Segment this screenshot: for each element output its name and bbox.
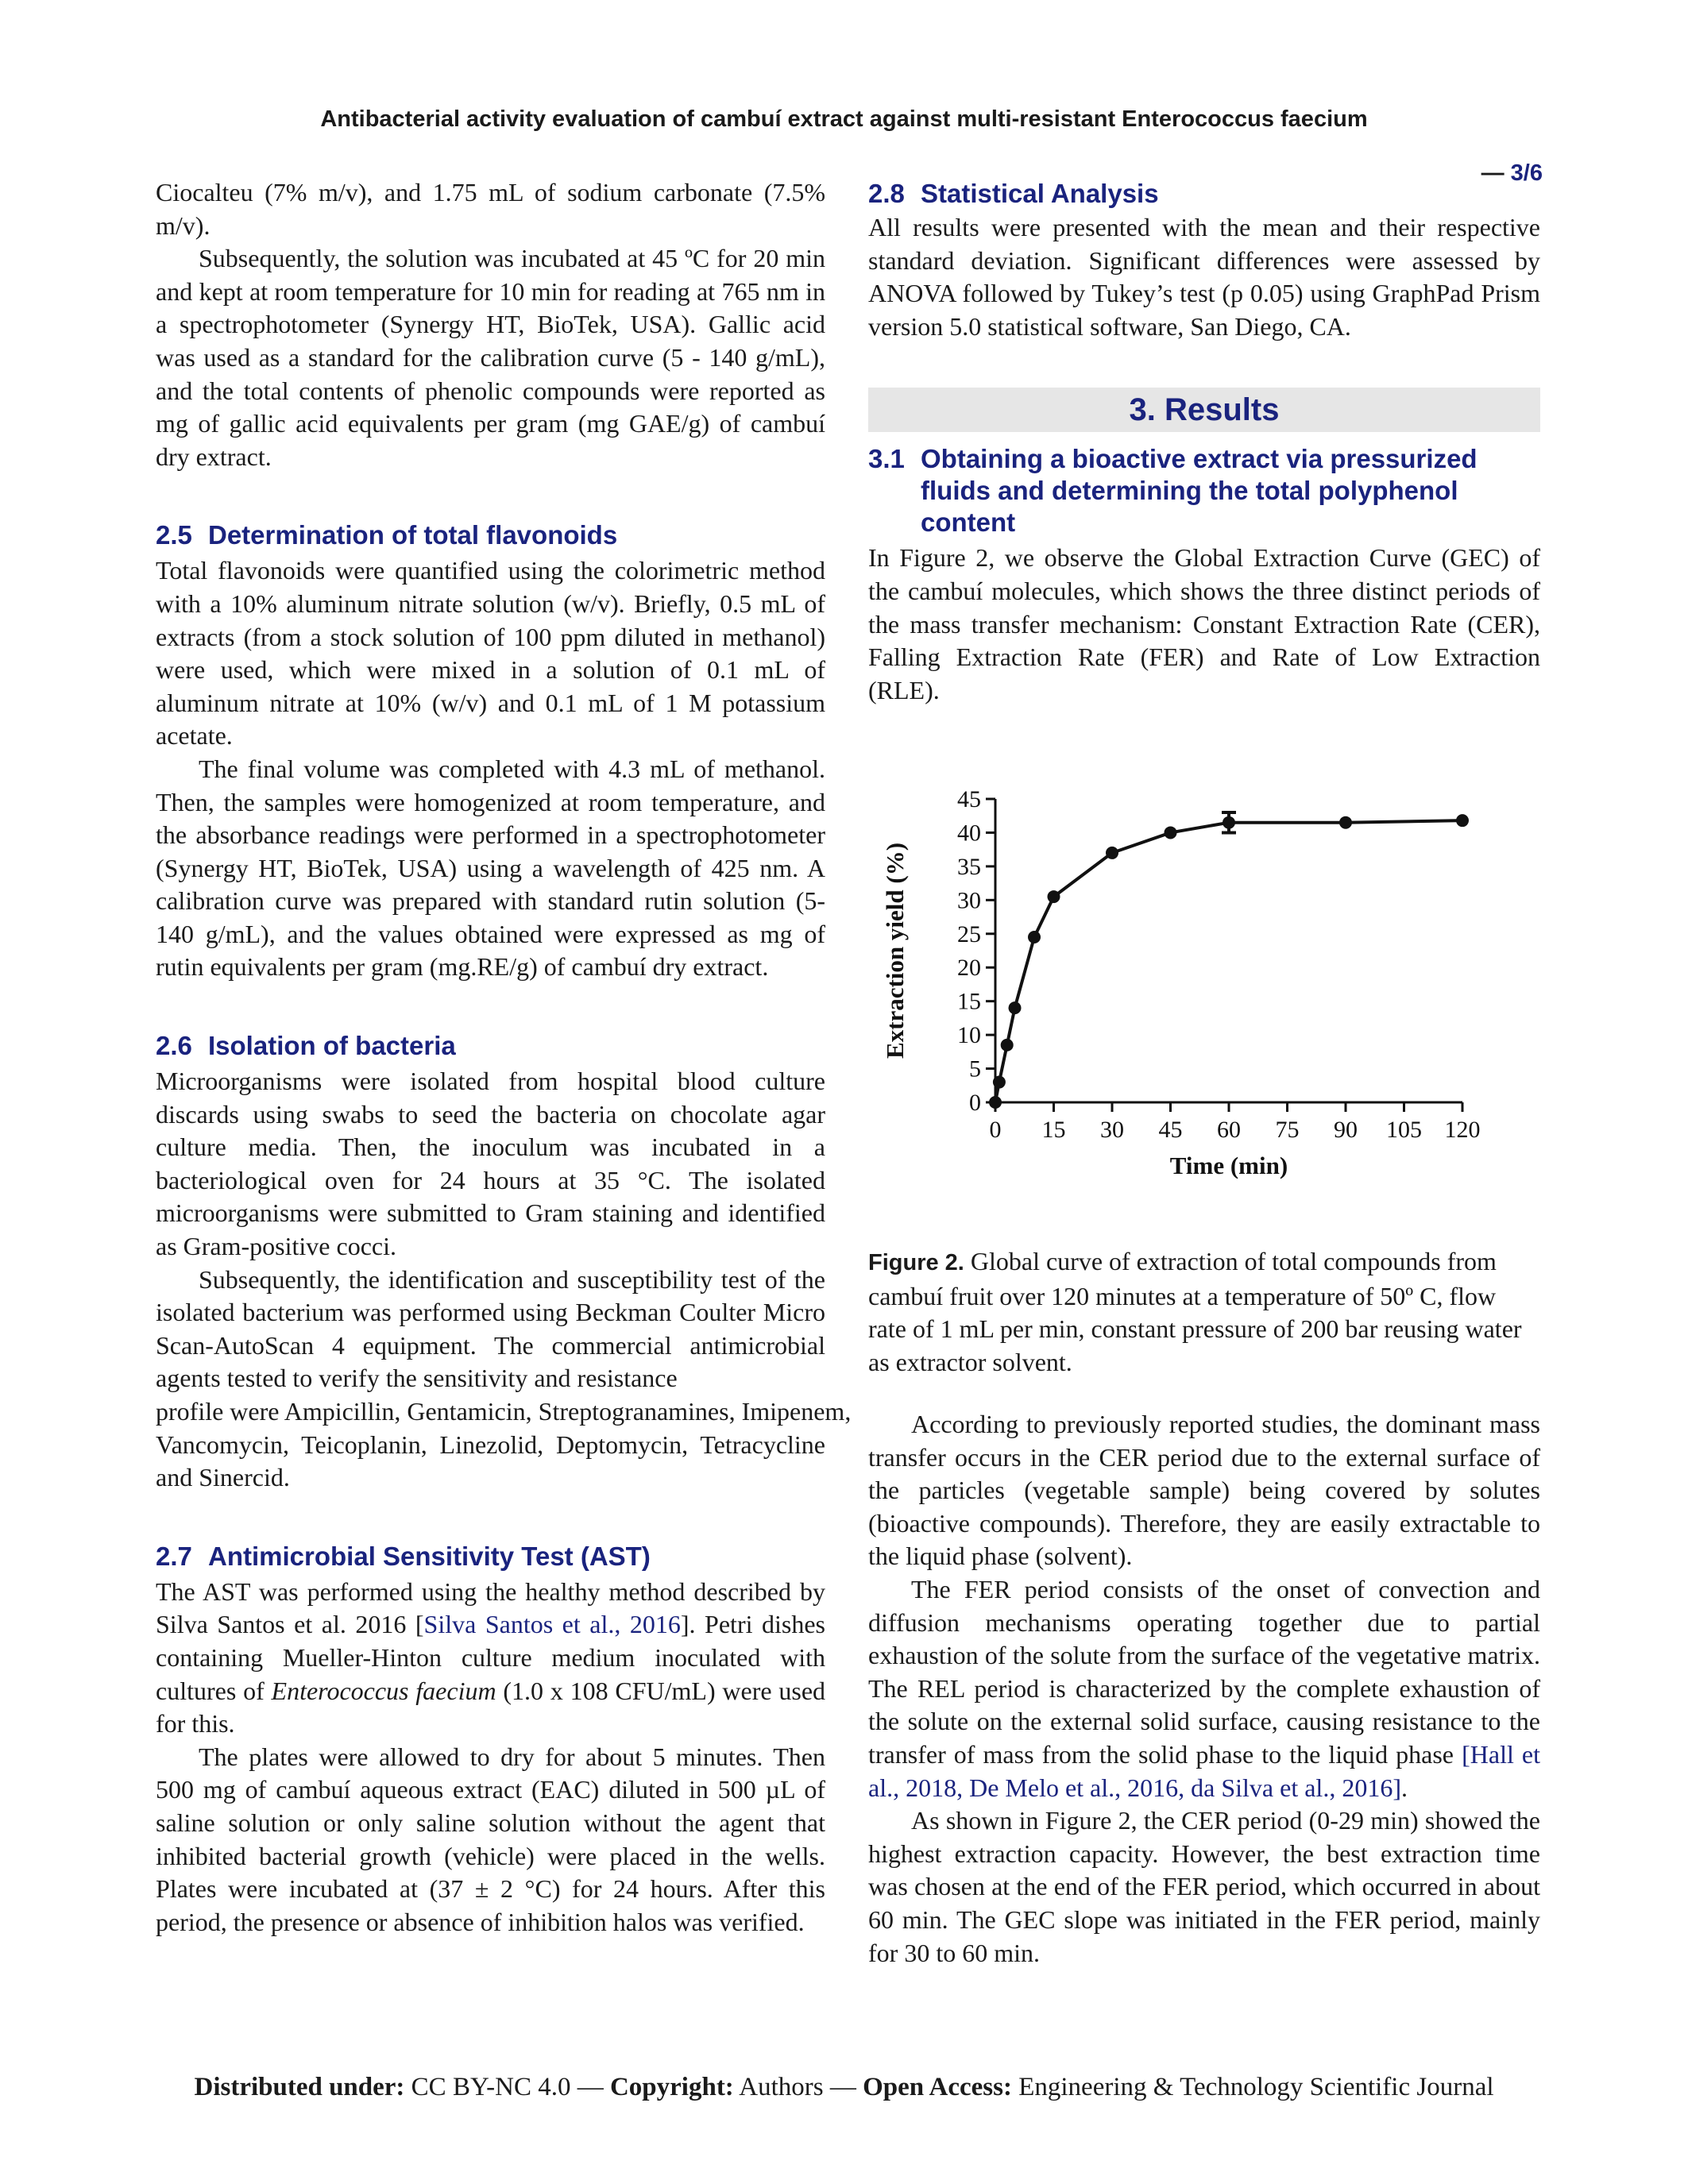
footer-dist-value: CC BY-NC 4.0 — <box>404 2073 610 2101</box>
results-section-title: 3. Results <box>868 388 1540 432</box>
figure-2 <box>868 761 1540 1229</box>
y-tick-label: 0 <box>969 1090 981 1116</box>
section-number: 3.1 <box>868 444 905 474</box>
extraction-chart <box>868 761 1540 1229</box>
y-tick-label: 35 <box>957 853 981 880</box>
x-tick-label: 0 <box>989 1117 1002 1143</box>
section-number: 2.6 <box>156 1031 192 1061</box>
section-number: 2.5 <box>156 520 192 550</box>
page-number-value: 3/6 <box>1510 160 1543 186</box>
text-run: The AST was performed using the healthy method described by Silva Santos et al. 2016 [ <box>156 1576 825 1639</box>
paragraph-dominant: According to previously reported studies, the dominant mass transfer occurs in the CER period due to the external surface of the particles (vegetable sample) being covered by solutes (bioactive compounds). Therefore, they are easily extractable to the liquid phase (solvent). <box>868 1410 1540 1571</box>
section-title: Statistical Analysis <box>921 179 1159 208</box>
text-run: ]. Petri dishes containing Mueller-Hinton culture medium inoculated with cultures of <box>156 1610 826 1705</box>
data-point <box>1106 847 1118 859</box>
paragraph-isolation-3: Vancomycin, Teicoplanin, Linezolid, Deptomycin, Tetracycline and Sinercid. <box>156 1430 825 1492</box>
x-tick-label: 75 <box>1275 1117 1300 1143</box>
right-column <box>868 176 1540 707</box>
data-point <box>1001 1039 1014 1051</box>
paragraph-flavonoids-1: Total flavonoids were quantified using the colorimetric method with a 10% aluminum nitrate solution (w/v). Briefly, 0.5 mL of extracts (from a stock solution of 100 ppm diluted in methanol) were used, which were mixed in a solution of 0.1 mL of aluminum nitrate at 10% (w/v) and 0.1 mL of 1 M potassium acetate. <box>156 556 825 751</box>
x-tick-label: 60 <box>1217 1117 1241 1143</box>
section-title: Isolation of bacteria <box>208 1031 456 1061</box>
section-heading-2-8 <box>868 178 1540 210</box>
y-tick-label: 15 <box>957 988 981 1015</box>
section-title: Antimicrobial Sensitivity Test (AST) <box>208 1541 651 1571</box>
y-tick-label: 40 <box>957 820 981 847</box>
section-heading-3-1 <box>868 443 1540 538</box>
x-tick-label: 105 <box>1386 1117 1422 1143</box>
figure-label: Figure 2. <box>868 1250 964 1275</box>
data-point <box>993 1076 1006 1089</box>
paragraph-incubation: Subsequently, the solution was incubated at 45 ºC for 20 min and kept at room temperature for 10 min for reading at 765 nm in a spectrophotometer (Synergy HT, BioTek, USA). Gallic acid was used as a standard for the calibration curve (5 - 140 g/mL), and the total contents of phenolic compounds were reported as mg of gallic acid equivalents per gram (mg GAE/g) of cambuí dry extract. <box>156 244 825 471</box>
y-tick-label: 10 <box>957 1022 981 1049</box>
data-point <box>1048 890 1060 903</box>
footer-copyright-label: Copyright: <box>609 2073 734 2101</box>
x-tick-label: 15 <box>1041 1117 1066 1143</box>
section-heading-2-7 <box>156 1541 825 1572</box>
paragraph-isolation-1: Microorganisms were isolated from hospital blood culture discards using swabs to seed the bacteria on chocolate agar culture media. Then, the inoculum was incubated in a bacteriological oven for 24 hours at 35 °C. The isolated microorganisms were submitted to Gram staining and identified as Gram-positive cocci. <box>156 1067 825 1261</box>
data-point <box>1165 826 1177 839</box>
footer-copyright-value: Authors — <box>733 2073 863 2101</box>
y-tick-label: 25 <box>957 920 981 947</box>
data-point <box>1009 1001 1022 1014</box>
footer-open-access-value: Engineering & Technology Scientific Journal <box>1011 2073 1494 2101</box>
running-title: Antibacterial activity evaluation of cambuí extract against multi-resistant Enterococcus faecium <box>320 106 1368 132</box>
paragraph-isolation-overflow-line: profile were Ampicillin, Gentamicin, Streptogranamines, Imipenem, <box>156 1397 852 1426</box>
figure-caption <box>868 1245 1540 1379</box>
caption-body: Global curve of extraction of total compounds from cambuí fruit over 120 minutes at a temperature of 50º C, flow rate of 1 mL per min, constant pressure of 200 bar reusing water as extractor solvent. <box>868 1247 1522 1376</box>
citation-link[interactable]: Silva Santos et al., 2016 <box>423 1610 681 1639</box>
section-number: 2.7 <box>156 1541 192 1571</box>
page-footer <box>0 2073 1688 2102</box>
data-point <box>1456 814 1469 827</box>
paragraph-gec-intro: In Figure 2, we observe the Global Extraction Curve (GEC) of the cambuí molecules, which shows the three distinct periods of the mass transfer mechanism: Constant Extraction Rate (CER), Falling Extraction Rate (FER) and Rate of Low Extraction (RLE). <box>868 543 1540 704</box>
footer-open-access-label: Open Access: <box>863 2073 1012 2101</box>
paragraph-isolation-2: Subsequently, the identification and susceptibility test of the isolated bacterium was performed using Beckman Coulter Micro Scan-AutoScan 4 equipment. The commercial antimicrobial agents tested to verify the sensitivity and resistance <box>156 1264 825 1393</box>
x-axis-label: Time (min) <box>1169 1152 1288 1179</box>
section-heading-2-5 <box>156 519 825 551</box>
species-name: Enterococcus faecium <box>271 1676 496 1705</box>
section-number: 2.8 <box>868 179 905 208</box>
paragraph-cer: As shown in Figure 2, the CER period (0-29 min) showed the highest extraction capacity. However, the best extraction time was chosen at the end of the FER period, which occurred in about 60 min. The GEC slope was initiated in the FER period, mainly for 30 to 60 min. <box>868 1806 1540 1967</box>
left-column <box>156 176 852 1939</box>
x-tick-label: 120 <box>1444 1117 1481 1143</box>
x-tick-label: 45 <box>1158 1117 1183 1143</box>
page-prefix: — <box>1481 160 1511 186</box>
paragraph-ast-2: The plates were allowed to dry for about 5 minutes. Then 500 mg of cambuí aqueous extract (EAC) diluted in 500 µL of saline solution or only saline solution without the agent that inhibited bacterial growth (vehicle) were placed in the wells. Plates were incubated at (37 ± 2 °C) for 24 hours. After this period, the presence or absence of inhibition halos was verified. <box>156 1742 825 1936</box>
y-tick-label: 30 <box>957 887 981 914</box>
y-axis-label: Extraction yield (%) <box>881 842 909 1059</box>
section-heading-2-6 <box>156 1030 825 1062</box>
y-tick-label: 45 <box>957 786 981 812</box>
footer-dist-label: Distributed under: <box>194 2073 405 2101</box>
text-run: (1.0 x 108 CFU/mL) were used for this. <box>156 1676 826 1738</box>
paragraph-ast-1 <box>156 1576 825 1741</box>
data-point <box>1223 816 1235 829</box>
data-point <box>1028 931 1041 943</box>
y-tick-label: 20 <box>957 955 981 982</box>
series-line <box>995 820 1462 1102</box>
paragraph-flavonoids-2: The final volume was completed with 4.3 mL of methanol. Then, the samples were homogenized at room temperature, and the absorbance readings were performed in a spectrophotometer (Synergy HT, BioTek, USA) using a wavelength of 425 nm. A calibration curve was prepared with standard rutin solution (5-140 g/mL), and the values obtained were expressed as mg of rutin equivalents per gram (mg.RE/g) of cambuí dry extract. <box>156 754 825 982</box>
caption-text <box>868 1245 1540 1379</box>
data-point <box>1339 816 1352 829</box>
text-run: The FER period consists of the onset of convection and diffusion mechanisms operating together due to partial exhaustion of the solute from the surface of the vegetative matrix. The REL period is characterized by the complete exhaustion of the solute on the external solid surface, causing resistance to the transfer of mass from the solid phase to the liquid phase <box>868 1574 1540 1769</box>
x-tick-label: 30 <box>1100 1117 1124 1143</box>
paragraph-statistics: All results were presented with the mean and their respective standard deviation. Significant differences were assessed by ANOVA followed by Tukey’s test (p 0.05) using GraphPad Prism version 5.0 statistical software, San Diego, CA. <box>868 213 1540 341</box>
section-title: Obtaining a bioactive extract via pressurized fluids and determining the total polyphenol content <box>921 444 1477 538</box>
paragraph-fer <box>868 1573 1540 1804</box>
y-tick-label: 5 <box>969 1055 981 1082</box>
data-point <box>989 1096 1002 1109</box>
section-title: Determination of total flavonoids <box>208 520 618 550</box>
x-tick-label: 90 <box>1334 1117 1358 1143</box>
citation-link[interactable]: [Hall et al., 2018, De Melo et al., 2016, da Silva et al., 2016] <box>868 1739 1541 1802</box>
paragraph-continued: Ciocalteu (7% m/v), and 1.75 mL of sodium carbonate (7.5% m/v). <box>156 178 825 240</box>
right-column-lower <box>868 1408 1540 1970</box>
text-run: . <box>1400 1773 1408 1802</box>
